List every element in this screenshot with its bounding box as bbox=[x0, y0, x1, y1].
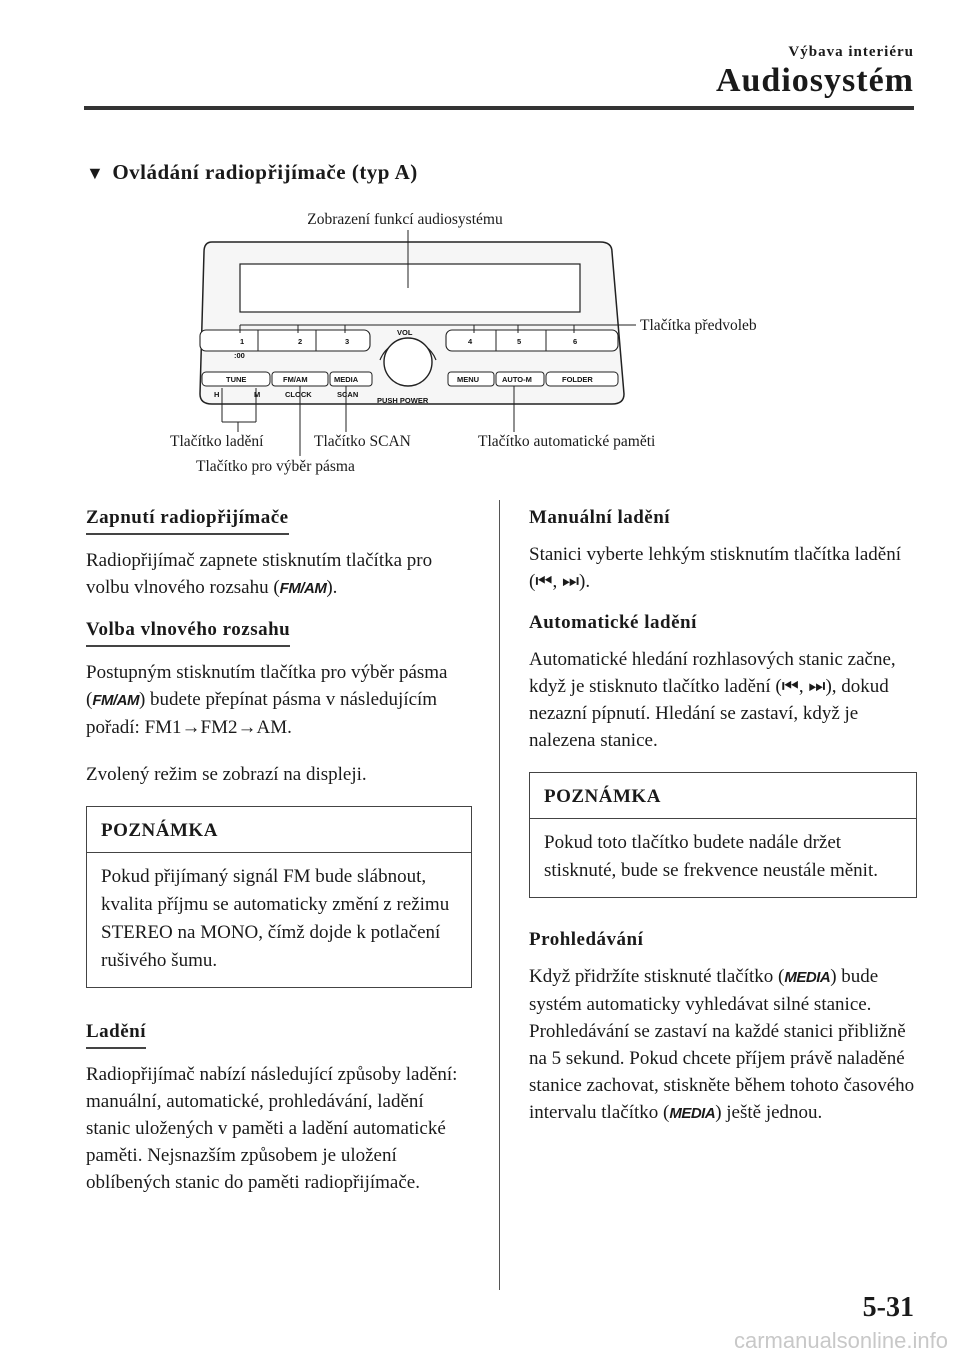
fmam-button-glyph: FM/AM bbox=[279, 580, 327, 597]
fmam-label: FM/AM bbox=[283, 375, 308, 384]
note-title: POZNÁMKA bbox=[530, 773, 916, 819]
note-text: Pokud toto tlačítko budete nadále držet stisknuté, bude se frekvence neustále měnit. bbox=[544, 832, 878, 881]
preset-3: 3 bbox=[345, 337, 350, 346]
heading-band-select: Volba vlnového rozsahu bbox=[86, 616, 290, 647]
heading-auto-tuning: Automatické ladění bbox=[529, 612, 697, 633]
callout-scan: Tlačítko SCAN bbox=[314, 433, 411, 450]
para-manual-tuning: Stanici vyberte lehkým stisknutím tlačítka ladění (⏮, ⏭). bbox=[529, 544, 902, 592]
section-title bbox=[86, 160, 418, 185]
radio-diagram bbox=[0, 190, 960, 480]
preset-5: 5 bbox=[517, 337, 522, 346]
menu-label: MENU bbox=[457, 375, 480, 384]
left-column bbox=[86, 504, 472, 1210]
callout-presets: Tlačítka předvoleb bbox=[640, 317, 757, 334]
time-label: :00 bbox=[234, 351, 245, 360]
h-label: H bbox=[214, 390, 220, 399]
preset-4: 4 bbox=[468, 337, 473, 346]
push-power-label: PUSH POWER bbox=[377, 396, 429, 405]
header-rule bbox=[84, 106, 914, 110]
para-radio-on: Radiopřijímač zapnete stisknutím tlačítka pro volbu vlnového rozsahu (FM/AM). bbox=[86, 550, 433, 598]
watermark: carmanualsonline.info bbox=[733, 1328, 948, 1353]
media-label: MEDIA bbox=[334, 375, 359, 384]
seek-next-icon: ⏭ bbox=[561, 571, 580, 592]
heading-manual-tuning: Manuální ladění bbox=[529, 507, 671, 528]
scan-label: SCAN bbox=[337, 390, 359, 399]
m-label: M bbox=[254, 390, 261, 399]
automem-label: AUTO-M bbox=[502, 375, 532, 384]
vol-label: VOL bbox=[397, 328, 413, 337]
callout-display: Zobrazení funkcí audiosystému bbox=[307, 211, 503, 228]
right-column bbox=[529, 504, 917, 1141]
section-title-text: Ovládání radiopřijímače (typ A) bbox=[112, 160, 418, 184]
heading-radio-on: Zapnutí radiopřijímače bbox=[86, 504, 289, 535]
tune-label: TUNE bbox=[226, 375, 247, 384]
media-button-glyph: MEDIA bbox=[669, 1105, 716, 1122]
callout-tune: Tlačítko ladění bbox=[170, 433, 264, 450]
chapter-subtitle: Výbava interiéru bbox=[788, 44, 914, 60]
para-tuning: Radiopřijímač nabízí následující způsoby ladění: manuální, automatické, prohledávání, ladění stanic uložených v paměti a ladění automatické paměti. Nejsnazším způsobem je uložení oblíbených stanic do paměti radiopřijímače. bbox=[86, 1064, 458, 1193]
preset-6: 6 bbox=[573, 337, 578, 346]
seek-prev-icon: ⏮ bbox=[781, 676, 799, 697]
heading-scan: Prohledávání bbox=[529, 929, 644, 950]
chapter-title: Audiosystém bbox=[715, 62, 914, 99]
para-auto-tuning: Automatické hledání rozhlasových stanic začne, když je stisknuto tlačítko ladění (⏮, ⏭), dokud nezazní pípnutí. Hledání se zastaví, když je nalezena stanice. bbox=[529, 649, 896, 751]
para-mode-display: Zvolený režim se zobrazí na displeji. bbox=[86, 764, 367, 785]
note-box-hold bbox=[529, 772, 917, 898]
column-divider bbox=[499, 500, 500, 1290]
folder-label: FOLDER bbox=[562, 375, 593, 384]
note-text: Pokud přijímaný signál FM bude slábnout, kvalita příjmu se automaticky změní z režimu STEREO na MONO, čímž dojde k potlačení rušivého šumu. bbox=[101, 866, 450, 971]
para-scan: Když přidržíte stisknuté tlačítko (MEDIA) bude systém automaticky vyhledávat silné stanice. Prohledávání se zastaví na každé stanici přibližně na 5 sekund. Pokud chcete příjem právě naladěné stanice zachovat, stiskněte během tohoto časového intervalu tlačítko (MEDIA) ještě jednou. bbox=[529, 966, 915, 1123]
clock-label: CLOCK bbox=[285, 390, 312, 399]
para-band-select: Postupným stisknutím tlačítka pro výběr pásma (FM/AM) budete přepínat pásma v následujícím pořadí: FM1→FM2→AM. bbox=[86, 662, 448, 738]
note-title: POZNÁMKA bbox=[87, 807, 471, 853]
callout-band: Tlačítko pro výběr pásma bbox=[196, 458, 355, 475]
preset-1: 1 bbox=[240, 337, 245, 346]
fmam-button-glyph: FM/AM bbox=[92, 692, 139, 709]
media-button-glyph: MEDIA bbox=[784, 969, 831, 986]
preset-2: 2 bbox=[298, 337, 303, 346]
volume-knob bbox=[384, 338, 432, 386]
triangle-marker-icon: ▼ bbox=[86, 163, 105, 183]
heading-tuning: Ladění bbox=[86, 1018, 146, 1049]
page-number: 5-31 bbox=[862, 1292, 914, 1323]
display-window bbox=[240, 264, 580, 312]
seek-prev-icon: ⏮ bbox=[535, 571, 553, 592]
note-box-fm bbox=[86, 806, 472, 988]
callout-auto-memory: Tlačítko automatické paměti bbox=[478, 433, 656, 450]
seek-next-icon: ⏭ bbox=[808, 676, 826, 697]
